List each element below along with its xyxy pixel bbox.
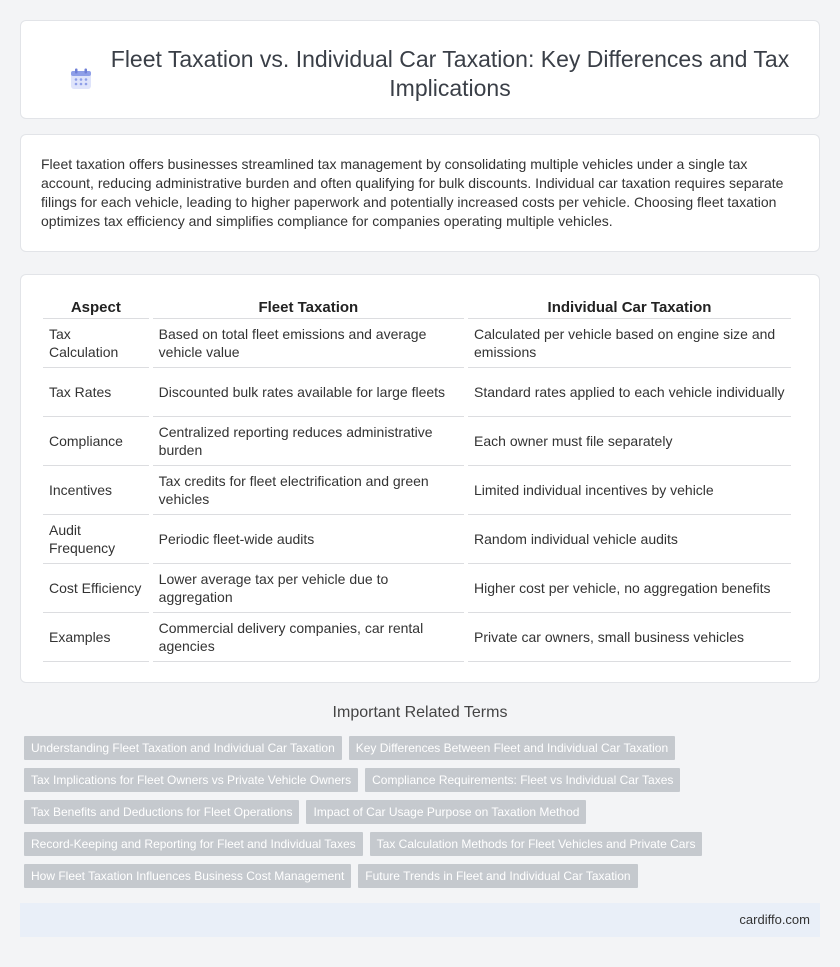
table-cell-aspect: Tax Calculation: [43, 319, 149, 368]
table-cell-fleet: Discounted bulk rates available for large fleets: [153, 368, 464, 417]
table-cell-fleet: Centralized reporting reduces administrative burden: [153, 417, 464, 466]
table-cell-individual: Random individual vehicle audits: [468, 515, 791, 564]
related-term-link[interactable]: How Fleet Taxation Influences Business Cost Management: [24, 864, 351, 888]
table-header-row: [43, 293, 791, 319]
table-cell-aspect: Incentives: [43, 466, 149, 515]
table-row: [43, 368, 791, 417]
table-row: [43, 613, 791, 662]
table-row: [43, 564, 791, 613]
calendar-icon: [69, 67, 93, 91]
related-term-link[interactable]: Compliance Requirements: Fleet vs Individual Car Taxes: [365, 768, 680, 792]
related-terms-list: [24, 736, 824, 896]
table-row: [43, 515, 791, 564]
footer: [20, 903, 820, 937]
table-cell-fleet: Periodic fleet-wide audits: [153, 515, 464, 564]
tag-row: [24, 768, 824, 792]
related-term-link[interactable]: Tax Calculation Methods for Fleet Vehicles and Private Cars: [370, 832, 703, 856]
intro-paragraph: Fleet taxation offers businesses streamlined tax management by consolidating multiple vehicles under a single tax account, reducing administrative burden and often qualifying for bulk discounts. Individual car taxation requires separate filings for each vehicle, leading to higher paperwork and potentially increased costs per vehicle. Choosing fleet taxation optimizes tax efficiency and simplifies compliance for companies operating multiple vehicles.: [41, 156, 784, 229]
table-cell-individual: Calculated per vehicle based on engine size and emissions: [468, 319, 791, 368]
table-cell-aspect: Audit Frequency: [43, 515, 149, 564]
table-cell-aspect: Examples: [43, 613, 149, 662]
table-cell-individual: Private car owners, small business vehicles: [468, 613, 791, 662]
table-row: [43, 417, 791, 466]
table-cell-fleet: Tax credits for fleet electrification and green vehicles: [153, 466, 464, 515]
table-cell-individual: Each owner must file separately: [468, 417, 791, 466]
comparison-table-card: [20, 274, 820, 683]
table-row: [43, 319, 791, 368]
intro-card: [20, 134, 820, 252]
table-cell-aspect: Tax Rates: [43, 368, 149, 417]
table-cell-individual: Higher cost per vehicle, no aggregation benefits: [468, 564, 791, 613]
tag-row: [24, 864, 824, 888]
comparison-table: [39, 293, 795, 662]
table-cell-aspect: Compliance: [43, 417, 149, 466]
tag-row: [24, 832, 824, 856]
table-cell-fleet: Commercial delivery companies, car rental agencies: [153, 613, 464, 662]
table-cell-fleet: Lower average tax per vehicle due to aggregation: [153, 564, 464, 613]
header-card: [20, 20, 820, 119]
related-terms-title: Important Related Terms: [332, 704, 508, 721]
related-term-link[interactable]: Understanding Fleet Taxation and Individual Car Taxation: [24, 736, 342, 760]
related-term-link[interactable]: Key Differences Between Fleet and Individual Car Taxation: [349, 736, 675, 760]
table-cell-fleet: Based on total fleet emissions and average vehicle value: [153, 319, 464, 368]
related-term-link[interactable]: Record-Keeping and Reporting for Fleet and Individual Taxes: [24, 832, 363, 856]
page-title: Fleet Taxation vs. Individual Car Taxation: Key Differences and Tax Implications: [110, 46, 790, 101]
related-term-link[interactable]: Tax Implications for Fleet Owners vs Private Vehicle Owners: [24, 768, 358, 792]
table-cell-aspect: Cost Efficiency: [43, 564, 149, 613]
header-fleet-taxation: Fleet Taxation: [153, 293, 464, 319]
related-term-link[interactable]: Impact of Car Usage Purpose on Taxation Method: [306, 800, 586, 824]
tag-row: [24, 736, 824, 760]
related-term-link[interactable]: Tax Benefits and Deductions for Fleet Operations: [24, 800, 299, 824]
header-aspect: Aspect: [43, 293, 149, 319]
related-term-link[interactable]: Future Trends in Fleet and Individual Car Taxation: [358, 864, 637, 888]
table-cell-individual: Standard rates applied to each vehicle individually: [468, 368, 791, 417]
tag-row: [24, 800, 824, 824]
table-row: [43, 466, 791, 515]
header-individual-car-taxation: Individual Car Taxation: [468, 293, 791, 319]
footer-site-link[interactable]: cardiffo.com: [739, 912, 810, 927]
table-cell-individual: Limited individual incentives by vehicle: [468, 466, 791, 515]
